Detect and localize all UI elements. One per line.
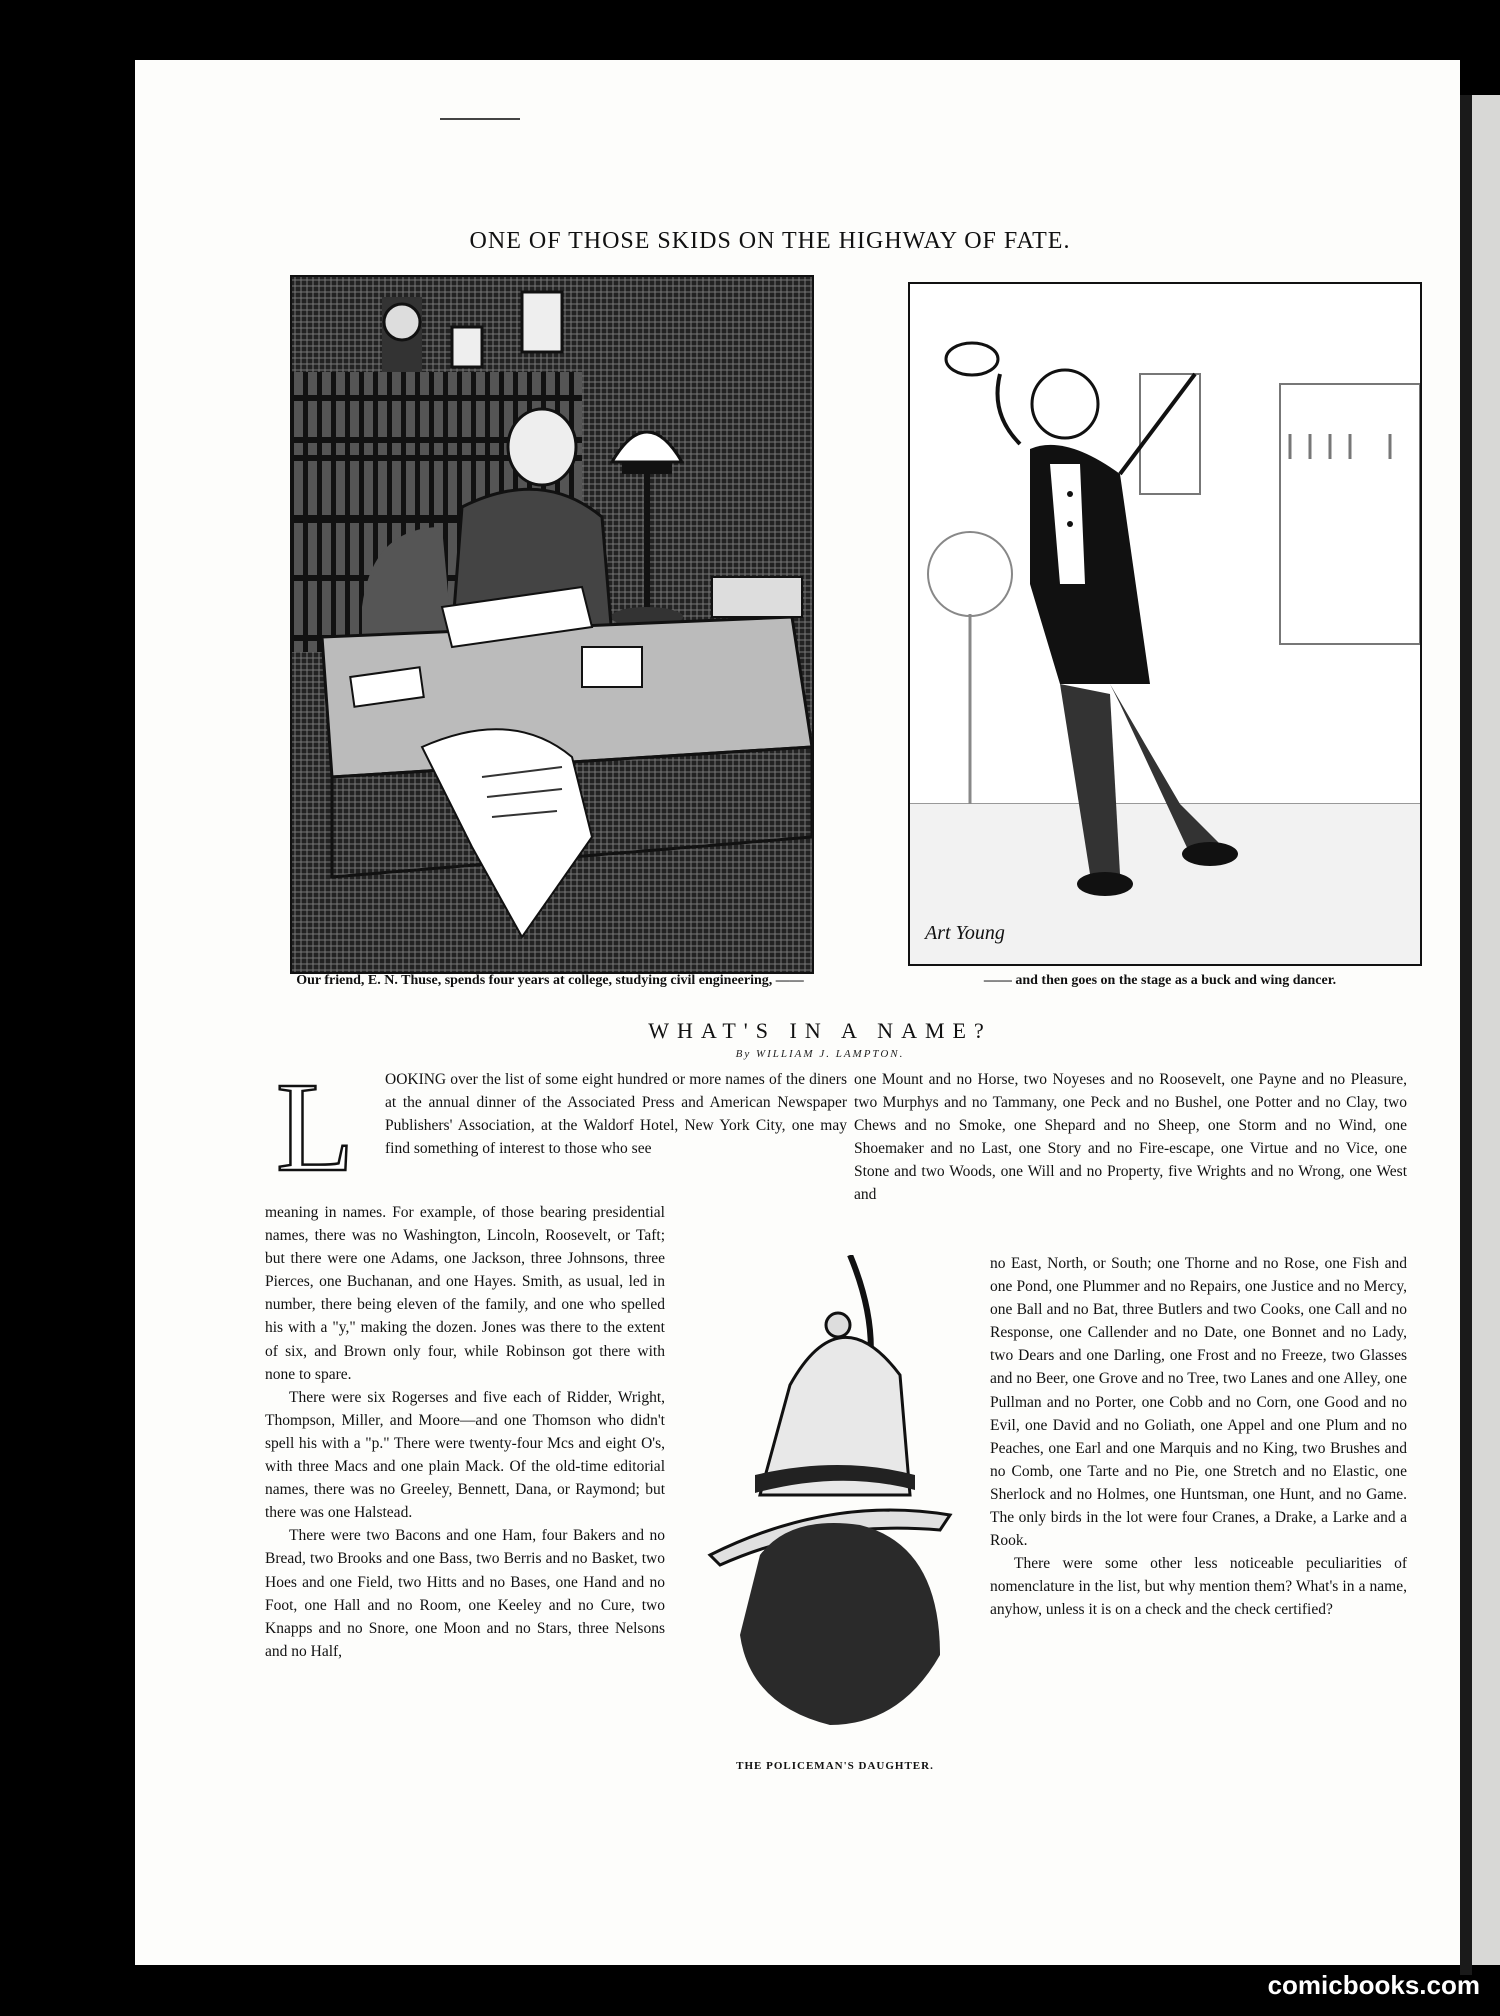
paragraph-2: There were six Rogerses and five each of Ridder, Wright, Thompson, Miller, and Moore—and one Thomson who didn't spell his with a "p." There were twenty-four Mcs and eight O's, with three Macs and one plain Mack. Of the old-time editorial names, there was no Greeley, Bennett, Dana, or Raymond; but there was one Halstead. [265, 1388, 665, 1522]
paragraph-4: There were some other less noticeable peculiarities of nomenclature in the list, but why mention them? What's in a name, anyhow, unless it is on a check and the check certified? [990, 1555, 1407, 1619]
article-column-left-top [265, 1068, 847, 1160]
paragraph-1-rest: meaning in names. For example, of those bearing presidential names, there was no Washington, Lincoln, Roosevelt, or Taft; but there were one Adams, one Jackson, three Johnsons, three Pierces, one Buchanan, and one Hayes. Smith, as usual, led in number, there being eleven of the family, and one who spelled his with a "y," making the dozen. Jones was there to the extent of six, and Brown only four, while Robinson got there with none to spare. [265, 1204, 665, 1383]
illustration-buck-and-wing-dancer [908, 282, 1422, 966]
page-title: ONE OF THOSE SKIDS ON THE HIGHWAY OF FATE. [469, 228, 1071, 254]
paragraph-1-opening: OOKING over the list of some eight hundred or more names of the diners at the annual dinner of the Associated Press and American Newspaper Publishers' Association, at the Waldorf Hotel, New York City, one may find something of interest to those who see [385, 1071, 847, 1158]
artist-signature: Art Young [925, 922, 1005, 944]
article-column-left [265, 1201, 665, 1663]
site-watermark: comicbooks.com [1267, 1970, 1480, 2000]
caption-right: —— and then goes on the stage as a buck and wing dancer. [983, 973, 1337, 988]
paragraph-3-continued-top: one Mount and no Horse, two Noyeses and no Roosevelt, one Payne and no Pleasure, two Murphys and no Tammany, one Peck and no Bushel, one Potter and no Clay, two Chews and no Smoke, one Shepard and no Sheep, one Storm and no Wind, one Shoemaker and no Last, one Story and no Fire-escape, one Virtue and no Vice, one Stone and two Woods, one Will and no Property, five Wrights and no Wrong, one West and [854, 1071, 1407, 1204]
svg-text:L: L [276, 1070, 355, 1180]
illustration-policemans-daughter [700, 1255, 975, 1735]
paragraph-3: There were two Bacons and one Ham, four Bakers and no Bread, two Brooks and one Bass, two Berris and no Basket, two Hoes and one Field, two Hitts and no Bases, one Hand and no Foot, one Hall and no Room, one Keeley and no Cure, two Knapps and no Snore, one Moon and no Stars, three Nelsons and no Half, [265, 1527, 665, 1660]
page-gutter-shadow [1460, 95, 1472, 1975]
article-title: WHAT'S IN A NAME? [648, 1018, 992, 1043]
print-mark [440, 118, 520, 120]
caption-left: Our friend, E. N. Thuse, spends four years at college, studying civil engineering, —— [296, 973, 804, 988]
article-column-right-top [854, 1068, 1407, 1207]
article-byline: By WILLIAM J. LAMPTON. [735, 1048, 905, 1060]
helmet-caption: THE POLICEMAN'S DAUGHTER. [736, 1760, 934, 1772]
article-column-right [990, 1252, 1407, 1622]
illustration-student-at-desk [290, 275, 814, 974]
paragraph-3-continued: no East, North, or South; one Thorne and no Rose, one Fish and one Pond, one Plummer and no Repairs, one Justice and no Mercy, one Ball and no Bat, three Butlers and two Cooks, one Call and no Response, one Callender and no Date, one Bonnet and no Lady, two Dears and one Darling, one Frost and no Freeze, two Glasses and no Beer, one Grove and no Tree, two Lanes and one Alley, one Pullman and no Porter, one Cobb and no Corn, one Good and no Evil, one David and no Goliath, one Appel and one Plum and no Peaches, one Earl and one Marquis and no King, two Brushes and no Comb, one Tarte and no Pie, one Stretch and no Elastic, one Sherlock and no Holmes, one Huntsman, one Hunt, and no Game. The only birds in the lot were four Cranes, a Drake, a Larke and a Rook. [990, 1255, 1407, 1550]
